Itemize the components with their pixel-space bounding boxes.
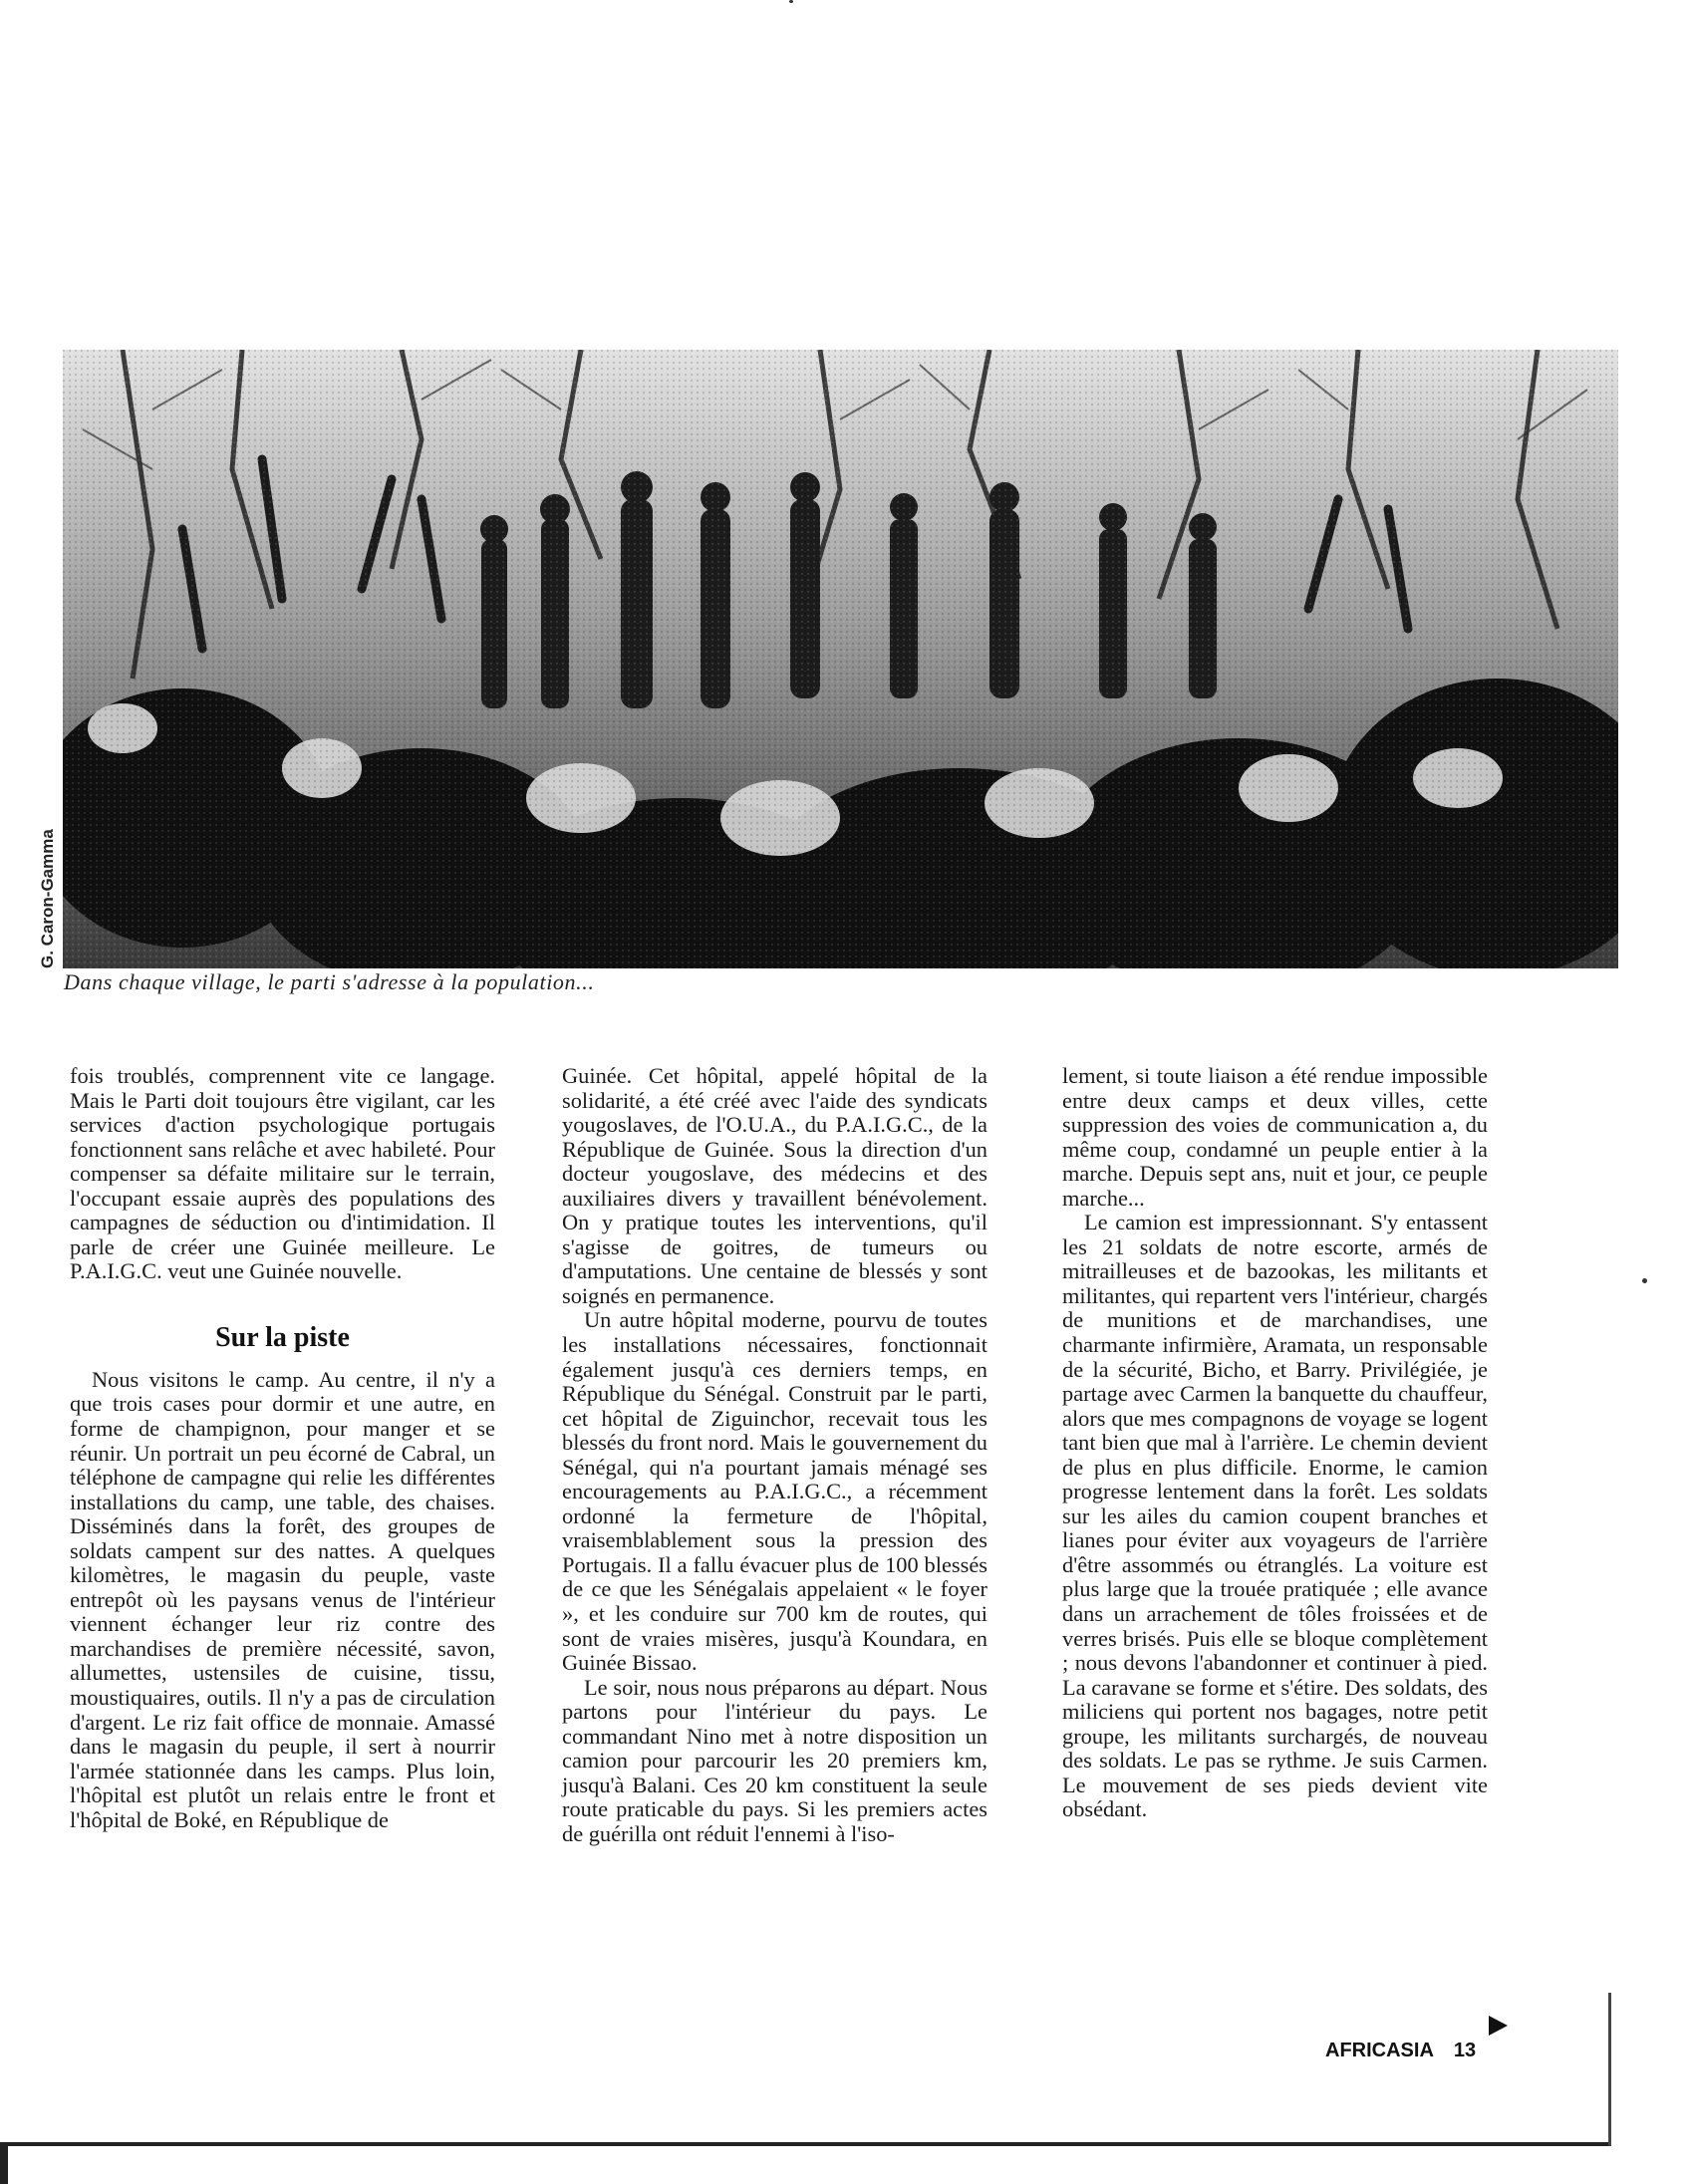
article-column-3 bbox=[1062, 1064, 1488, 1822]
magazine-name: AFRICASIA bbox=[1325, 2040, 1434, 2061]
page-number: 13 bbox=[1453, 2040, 1477, 2061]
scan-corner-mark bbox=[0, 2142, 8, 2184]
paragraph: fois troublés, comprennent vite ce langage. Mais le Parti doit toujours être vigilant, car les services d'action psychologique portugais fonctionnent sans relâche et avec habileté. Pour compenser sa défaite militaire sur le terrain, l'occupant essaie auprès des populations des campagnes de séduction ou d'intimidation. Il parle de créer une Guinée meilleure. Le P.A.I.G.C. veut une Guinée nouvelle. bbox=[70, 1063, 495, 1284]
photo-crowd-image bbox=[63, 350, 1618, 968]
photo-caption: Dans chaque village, le parti s'adresse à la population... bbox=[64, 969, 595, 994]
article-column-1 bbox=[70, 1064, 495, 1832]
bottom-rule bbox=[0, 2142, 1608, 2146]
section-heading: Sur la piste bbox=[215, 1321, 350, 1353]
paragraph: Le camion est impressionnant. S'y entassent les 21 soldats de notre escorte, armés de mitrailleuses et de bazookas, les militants et militantes, qui repartent vers l'intérieur, chargés de munitions et de marchandises, une charmante infirmière, Aramata, un responsable de la sécurité, Bicho, et Barry. Privilégiée, je partage avec Carmen la banquette du chauffeur, alors que mes compagnons de voyage se logent tant bien que mal à l'arrière. Le chemin devient de plus en plus difficile. Enorme, le camion progresse lentement dans la forêt. Les soldats sur les ailes du camion coupent branches et lianes pour éviter aux voyageurs de l'arrière d'être assommés ou étranglés. La voiture est plus large que la trouée pratiquée ; elle avance dans un arrachement de tôles froissées et de verres brisés. Puis elle se bloque complètement ; nous devons l'abandonner et continuer à pied. La caravane se forme et s'étire. Des soldats, des miliciens qui portent nos bagages, notre petit groupe, les militants surchargés, de nouveau des soldats. Le pas se rythme. Je suis Carmen. Le mouvement de ses pieds devient vite obsédant. bbox=[1062, 1210, 1489, 1822]
paragraph: Le soir, nous nous préparons au départ. Nous partons pour l'intérieur du pays. Le commandant Nino met à notre disposition un camion pour parcourir les 20 premiers km, jusqu'à Balani. Ces 20 km constituent la seule route praticable du pays. Si les premiers actes de guérilla ont réduit l'ennemi à l'iso- bbox=[562, 1674, 987, 1846]
paragraph: Un autre hôpital moderne, pourvu de toutes les installations nécessaires, fonctionnait également jusqu'à ces derniers temps, en République du Sénégal. Construit par le parti, cet hôpital de Ziguinchor, recevait tous les blessés du front nord. Mais le gouvernement du Sénégal, qui n'a pourtant jamais ménagé ses encouragements au P.A.I.G.C., a récemment ordonné la fermeture de l'hôpital, vraisemblablement sous la pression des Portugais. Il a fallu évacuer plus de 100 blessés de ce que les Sénégalais appelaient « le foyer », et les conduire sur 700 km de routes, qui sont de vraies misères, jusqu'à Koundara, en Guinée Bissao. bbox=[562, 1307, 987, 1676]
scan-speck bbox=[789, 0, 793, 3]
scan-edge-mark bbox=[1608, 1993, 1611, 2146]
article-photo bbox=[63, 350, 1618, 968]
paragraph: Nous visitons le camp. Au centre, il n'y a que trois cases pour dormir et une autre, en forme de champignon, pour manger et se réunir. Un portrait un peu écorné de Cabral, un téléphone de campagne qui relie les différentes installations du camp, une table, des chaises. Disséminés dans la forêt, des groupes de soldats campent sur des nattes. A quelques kilomètres, le magasin du peuple, vaste entrepôt où les paysans venus de l'intérieur viennent échanger leur riz contre des marchandises de première nécessité, savon, allumettes, ustensiles de cuisine, tissu, moustiquaires, outils. Il n'y a pas de circulation d'argent. Le riz fait office de monnaie. Amassé dans le magasin du peuple, il sert à nourrir l'armée stationnée dans les camps. Plus loin, l'hôpital est plutôt un relais entre le front et l'hôpital de Boké, en République de bbox=[70, 1366, 495, 1832]
photo-credit: G. Caron-Gamma bbox=[38, 829, 57, 968]
article-column-2 bbox=[562, 1064, 987, 1847]
paragraph: lement, si toute liaison a été rendue impossible entre deux camps et deux villes, cette suppression des voies de communication a, du même coup, condamné un peuple entier à la marche. Depuis sept ans, nuit et jour, ce peuple marche... bbox=[1062, 1063, 1488, 1211]
continue-arrow-icon bbox=[1489, 2016, 1508, 2036]
page-footer bbox=[1325, 2040, 1476, 2062]
scan-speck bbox=[1642, 1278, 1647, 1283]
paragraph: Guinée. Cet hôpital, appelé hôpital de la solidarité, a été créé avec l'aide des syndicats yougoslaves, de l'O.U.A., du P.A.I.G.C., de la République de Guinée. Sous la direction d'un docteur yougoslave, des médecins et des auxiliaires divers y travaillent bénévolement. On y pratique toutes les interventions, qu'il s'agisse de goitres, de tumeurs ou d'amputations. Une centaine de blessés y sont soignés en permanence. bbox=[562, 1063, 987, 1308]
